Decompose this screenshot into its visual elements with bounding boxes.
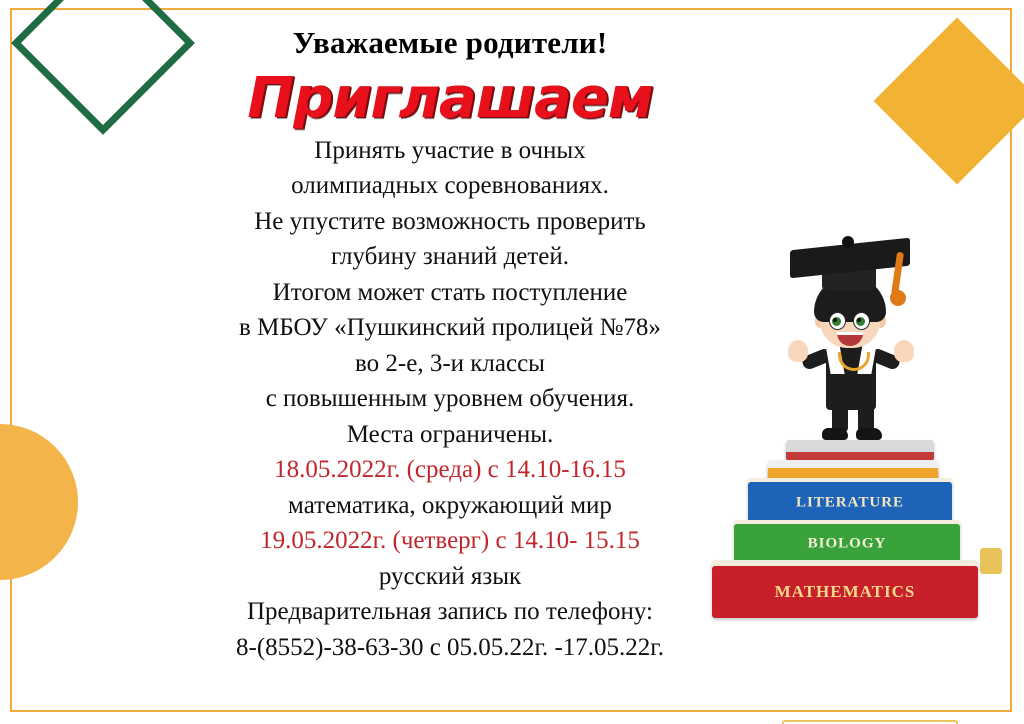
poster-heading-invitation: Приглашаем bbox=[247, 65, 653, 131]
literature-book bbox=[748, 482, 952, 524]
poster-subjects-line-2: русский язык bbox=[378, 562, 522, 590]
yellow-diamond-decoration bbox=[874, 18, 1024, 185]
poster-date-line-2: 19.05.2022г. (четверг) с 14.10- 15.15 bbox=[260, 527, 640, 555]
poster-body-line: с повышенным уровнем обучения. bbox=[265, 385, 635, 413]
poster-body-line: олимпиадных соревнованиях. bbox=[291, 172, 609, 200]
biology-book-label: BIOLOGY bbox=[807, 535, 887, 552]
poster-date-line-1: 18.05.2022г. (среда) с 14.10-16.15 bbox=[274, 456, 626, 484]
poster-subjects-line-1: математика, окружающий мир bbox=[288, 491, 612, 519]
graduate-boy-figure bbox=[774, 228, 944, 443]
graduate-boy-illustration bbox=[690, 228, 1010, 688]
poster-body-line: Принять участие в очных bbox=[314, 136, 586, 164]
literature-book-label: LITERATURE bbox=[795, 494, 905, 511]
mathematics-book-plate bbox=[782, 720, 958, 724]
poster-body-line: в МБОУ «Пушкинский пролицей №78» bbox=[239, 314, 661, 342]
boy-right-eyebrow bbox=[852, 306, 868, 309]
poster-body-line: Не упустите возможность проверить bbox=[254, 207, 646, 235]
boy-left-eyebrow bbox=[828, 306, 844, 309]
mathematics-book-label: MATHEMATICS bbox=[774, 582, 916, 601]
graduation-cap-tassel-knot bbox=[890, 290, 906, 306]
boy-left-hand bbox=[788, 340, 808, 362]
poster-phone-line: 8-(8552)-38-63-30 с 05.05.22г. -17.05.22г. bbox=[236, 633, 664, 661]
poster-body-line: глубину знаний детей. bbox=[330, 243, 570, 271]
boy-left-pupil bbox=[832, 317, 841, 326]
graduation-cap-button bbox=[842, 236, 854, 248]
book-stack bbox=[690, 424, 1010, 674]
poster-text-column bbox=[130, 24, 770, 665]
mathematics-book bbox=[712, 566, 978, 618]
biology-book bbox=[734, 524, 960, 564]
boy-right-hand bbox=[894, 340, 914, 362]
yellow-circle-decoration bbox=[0, 424, 78, 580]
poster-body-line: во 2-е, 3-и классы bbox=[355, 349, 545, 377]
boy-right-pupil bbox=[856, 317, 865, 326]
poster-heading-primary: Уважаемые родители! bbox=[292, 25, 608, 60]
literature-book-ornament-right bbox=[980, 548, 1002, 574]
poster-body-line: Места ограничены. bbox=[346, 420, 554, 448]
poster-body-line: Итогом может стать поступление bbox=[272, 278, 628, 306]
poster-registration-note: Предварительная запись по телефону: bbox=[247, 598, 653, 626]
